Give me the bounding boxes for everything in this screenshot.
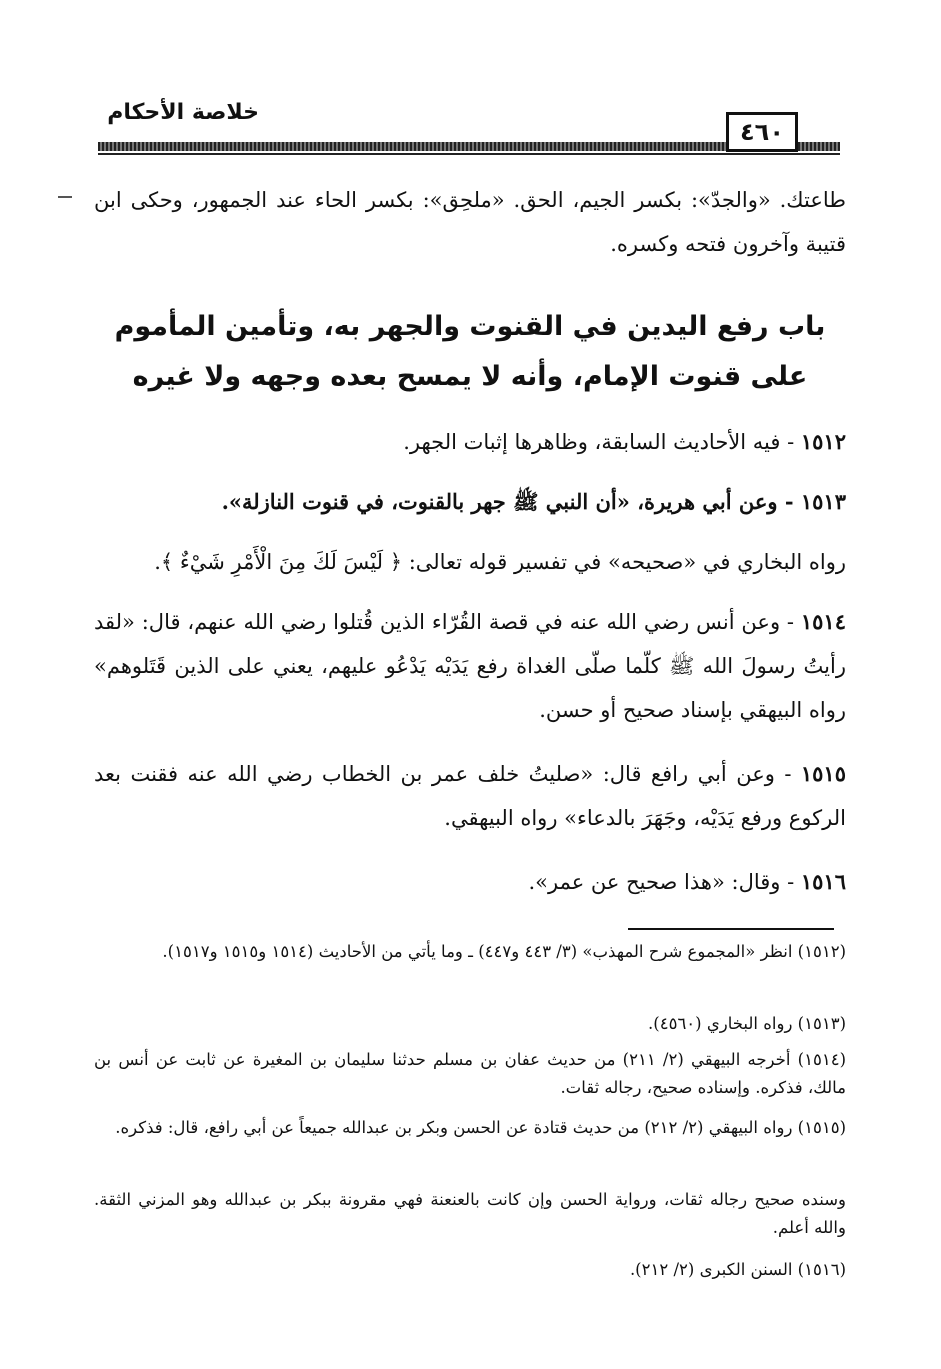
- hadith-number: ١٥١٥: [800, 761, 846, 786]
- footnote-1512: (١٥١٢) انظر «المجموع شرح المهذب» (٣/ ٤٤٣ و٤٤٧) ـ وما يأتي من الأحاديث (١٥١٤ و١٥١٥ و١٥١٧).: [162, 942, 846, 961]
- hadith-text: رواه البخاري في «صحيحه» في تفسير قوله تعالى: ﴿ لَيْسَ لَكَ مِنَ الْأَمْرِ شَيْءٌ ﴾.: [154, 550, 846, 574]
- footnote-1515: (١٥١٥) رواه البيهقي (٢/ ٢١٢) من حديث قتادة عن الحسن وبكر بن عبدالله جميعاً عن أبي رافع، قال: فذكره.: [115, 1118, 846, 1137]
- hadith-text: - وعن أبي رافع قال: «صليتُ خلف عمر بن الخطاب رضي الله عنه فقنت بعد الركوع ورفع يَدَيْه، وجَهَرَ بالدعاء» رواه البيهقي.: [94, 762, 846, 830]
- hadith-1515: [94, 752, 846, 840]
- hadith-1513: [94, 480, 846, 524]
- hadith-text: - وعن أنس رضي الله عنه في قصة القُرّاء الذين قُتلوا رضي الله عنهم، قال: «لقد رأيتُ رسولَ الله ﷺ كلّما صلّى الغداة رفع يَدَيْه يَدْعُو عليهم، يعني على الذين قَتَلوهم» رواه البيهقي بإسناد صحيح أو حسن.: [94, 610, 846, 722]
- footnote-1516: (١٥١٦) السنن الكبرى (٢/ ٢١٢).: [629, 1260, 846, 1279]
- hadith-text: - فيه الأحاديث السابقة، وظاهرها إثبات الجهر.: [403, 430, 801, 454]
- header-rule-thin: [98, 153, 840, 155]
- hadith-text: - وعن أبي هريرة، «أن النبي ﷺ جهر بالقنوت، في قنوت النازلة».: [221, 489, 801, 514]
- hadith-1513-source: [94, 540, 846, 584]
- footnote-1514: (١٥١٤) أخرجه البيهقي (٢/ ٢١١) من حديث عفان بن مسلم حدثنا سليمان بن المغيرة عن ثابت عن أنس بن مالك، فذكره. وإسناده صحيح، رجاله ثقات.: [94, 1050, 846, 1097]
- footnote-1515-note: وسنده صحيح رجاله ثقات، ورواية الحسن وإن كانت بالعنعنة فهي مقرونة ببكر بن عبدالله وهو المزني الثقة. والله أعلم.: [94, 1190, 846, 1237]
- margin-mark: [58, 196, 72, 198]
- hadith-number: ١٥١٤: [800, 609, 846, 634]
- hadith-1512: [94, 420, 846, 464]
- footnote-separator: [628, 928, 834, 930]
- hadith-1514: [94, 600, 846, 732]
- hadith-number: ١٥١٦: [800, 869, 846, 894]
- intro-paragraph: طاعتك. «والجدّ»: بكسر الجيم، الحق. «ملحِق»: بكسر الحاء عند الجمهور، وحكى ابن قتيبة وآخرون فتحه وكسره.: [94, 188, 846, 256]
- hadith-number: ١٥١٣: [800, 489, 846, 514]
- hadith-text: - وقال: «هذا صحيح عن عمر».: [528, 870, 801, 894]
- page-number: ٤٦٠: [726, 112, 798, 152]
- chapter-title: باب رفع اليدين في القنوت والجهر به، وتأمين المأموم على قنوت الإمام، وأنه لا يمسح بعده وجهه ولا غيره: [114, 311, 826, 392]
- running-header-title: خلاصة الأحكام: [107, 100, 259, 125]
- hadith-number: ١٥١٢: [800, 429, 846, 454]
- footnote-1513: (١٥١٣) رواه البخاري (٤٥٦٠).: [648, 1014, 846, 1033]
- hadith-1516: [94, 860, 846, 904]
